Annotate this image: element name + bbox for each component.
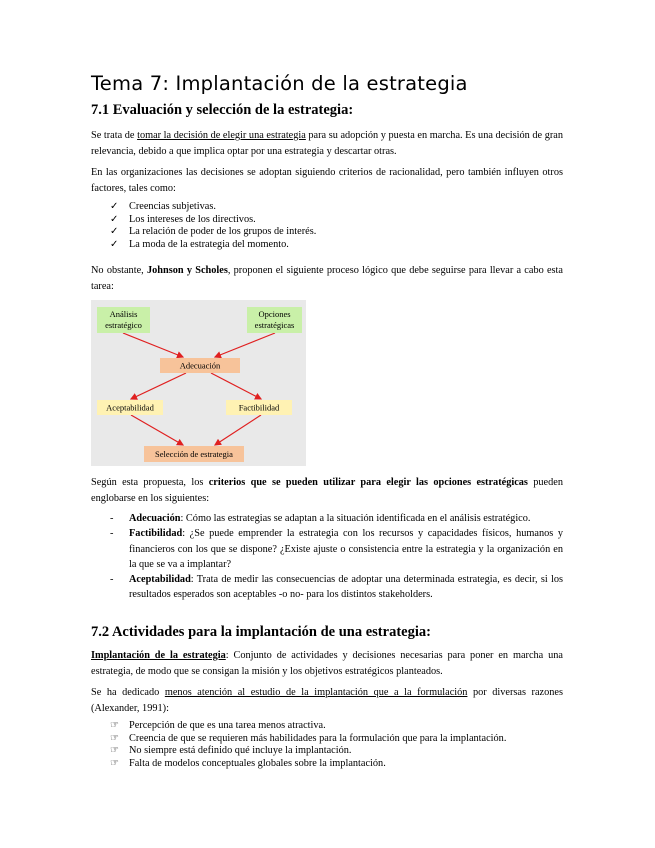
list-item [110, 511, 563, 526]
list-item [110, 745, 506, 758]
criterion-term: Adecuación [129, 513, 181, 524]
paragraph-text: , proponen el siguiente proceso lógico que debe seguirse para llevar a cabo esta tarea: [91, 265, 563, 292]
bold-authors: Johnson y Scholes [146, 265, 228, 276]
box-analisis-line2: estratégico [105, 320, 142, 330]
page-title: Tema 7: Implantación de la estrategia [91, 72, 468, 95]
box-factibilidad-text: Factibilidad [238, 402, 280, 413]
box-adecuacion-text: Adecuación [179, 360, 221, 371]
check-icon: ✓ [110, 213, 119, 225]
paragraph-rationality: En las organizaciones las decisiones se adoptan siguiendo criterios de racionalidad, pero también influyen otros factores, tales como: [91, 167, 563, 194]
paragraph-text: No obstante, [91, 265, 147, 276]
paragraph-text: Se ha dedicado [91, 687, 165, 698]
section-heading-7-1: 7.1 Evaluación y selección de la estrategia: [91, 102, 354, 118]
bold-phrase: criterios que se pueden utilizar para elegir las opciones estratégicas [208, 477, 528, 488]
dash-bullet: - [110, 513, 114, 524]
paragraph-text: por diversas razones (Alexander, 1991): [91, 687, 563, 714]
list-item-text: La relación de poder de los grupos de interés. [129, 226, 317, 238]
box-analisis-line1: Análisis [109, 309, 138, 319]
list-item-text: La moda de la estrategia del momento. [129, 239, 289, 251]
box-seleccion-text: Selección de estrategia [155, 449, 233, 459]
list-item [110, 720, 506, 733]
pointing-hand-icon: ☞ [110, 758, 119, 770]
criterion-text: : Cómo las estrategias se adaptan a la situación identificada en el análisis estratégico. [180, 513, 531, 524]
list-item-text: Falta de modelos conceptuales globales sobre la implantación. [129, 758, 386, 770]
arrow [123, 333, 183, 357]
list-item [110, 733, 506, 746]
list-item [110, 201, 316, 214]
paragraph-text: Se trata de [91, 130, 138, 141]
criterion-term: Factibilidad [129, 528, 183, 540]
criterion-text: : Trata de medir las consecuencias de adoptar una determinada estrategia, es decir, si los resultados esperados son aceptables -o no- para los distintos stakeholders. [129, 574, 563, 601]
criteria-list [110, 511, 563, 603]
paragraph-text: Según esta propuesta, los [91, 477, 209, 488]
paragraph-text: pueden englobarse en los siguientes: [91, 477, 563, 504]
paragraph-johnson-scholes [91, 263, 563, 294]
dash-bullet: - [110, 528, 114, 540]
list-item-text: Los intereses de los directivos. [129, 213, 256, 225]
arrow [215, 415, 261, 445]
criterion-term: Aceptabilidad [129, 574, 191, 586]
reasons-list [110, 720, 506, 771]
pointing-hand-icon: ☞ [110, 732, 119, 744]
defined-term: Implantación de la estrategia [91, 650, 226, 661]
pointing-hand-icon: ☞ [110, 720, 119, 731]
criterion-text: : ¿Se puede emprender la estrategia con los recursos y capacidades físicos, humanos y financieros con los que se dispone? ¿Existe ajuste o consistencia entre la estrategia y la organización en la que se va a implantar? [129, 528, 563, 570]
paragraph-decision [91, 128, 563, 159]
pointing-hand-icon: ☞ [110, 745, 119, 757]
box-aceptabilidad-text: Aceptabilidad [106, 402, 154, 413]
underlined-phrase: tomar la decisión de elegir una estrategia [137, 130, 306, 141]
arrow [131, 415, 183, 445]
paragraph-implantacion-def [91, 648, 563, 679]
process-diagram-svg [91, 300, 306, 466]
check-icon: ✓ [110, 201, 119, 212]
factors-list [110, 201, 316, 252]
list-item [110, 526, 563, 572]
arrow [215, 333, 275, 357]
arrow [211, 373, 261, 399]
box-opciones-line2: estratégicas [254, 320, 295, 330]
section-heading-7-2: 7.2 Actividades para la implantación de una estrategia: [91, 624, 431, 640]
list-item [110, 239, 316, 252]
underlined-phrase: menos atención al estudio de la implantación que a la formulación [164, 687, 468, 698]
paragraph-text: : Conjunto de actividades y decisiones necesarias para poner en marcha una estrategia, de modo que se consigan la misión y los objetivos estratégicos planteados. [91, 650, 563, 677]
list-item-text: No siempre está definido qué incluye la implantación. [129, 745, 352, 757]
box-opciones-line1: Opciones [258, 309, 291, 319]
paragraph-menos-atencion [91, 685, 563, 716]
arrow [131, 373, 186, 399]
paragraph-criteria-intro [91, 475, 563, 506]
list-item [110, 758, 506, 771]
dash-bullet: - [110, 574, 114, 586]
list-item [110, 226, 316, 239]
check-icon: ✓ [110, 239, 119, 251]
list-item-text: Creencia de que se requieren más habilidades para la formulación que para la implantación. [129, 732, 507, 744]
list-item-text: Creencias subjetivas. [129, 201, 216, 212]
check-icon: ✓ [110, 226, 119, 238]
list-item [110, 214, 316, 227]
list-item-text: Percepción de que es una tarea menos atractiva. [129, 720, 326, 731]
paragraph-text: para su adopción y puesta en marcha. Es una decisión de gran relevancia, debido a que implica optar por una estrategia y descartar otras. [91, 130, 564, 157]
list-item [110, 572, 563, 603]
process-diagram [91, 300, 306, 466]
